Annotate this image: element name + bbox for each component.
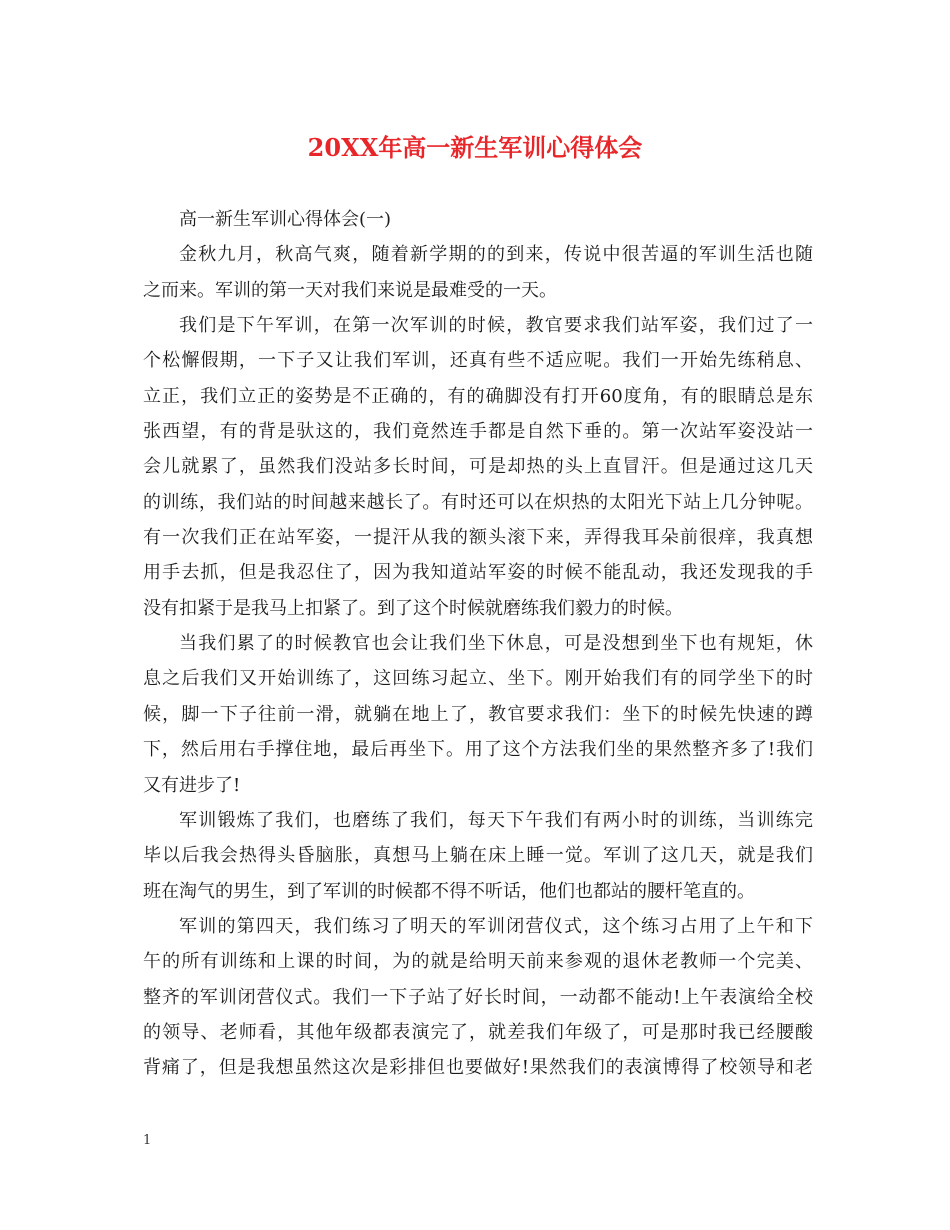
text-line: 高一新生军训心得体会(一) [179, 209, 392, 230]
text-line: 之而来。军训的第一天对我们来说是最难受的一天。 [143, 279, 557, 301]
text-line: 午的所有训练和上课的时间，为的就是给明天前来参观的退休老教师一个完美、 [143, 951, 813, 973]
text-line: 又有进步了! [143, 774, 241, 796]
text-line: 用手去抓，但是我忍住了，因为我知道站军姿的时候不能乱动，我还发现我的手 [143, 562, 813, 584]
text-line: 会儿就累了，虽然我们没站多长时间，可是却热的头上直冒汗。但是通过这几天 [143, 456, 813, 478]
text-line: 张西望，有的背是驮这的，我们竟然连手都是自然下垂的。第一次站军姿没站一 [143, 421, 813, 443]
page-number: 1 [143, 1133, 152, 1148]
text-line: 班在淘气的男生，到了军训的时候都不得不听话，他们也都站的腰杆笔直的。 [143, 880, 755, 902]
text-line: 整齐的军训闭营仪式。我们一下子站了好长时间，一动都不能动!上午表演给全校 [143, 986, 813, 1008]
text-line: 的领导、老师看，其他年级都表演完了，就差我们年级了，可是那时我已经腰酸 [143, 1021, 813, 1043]
text-line: 毕以后我会热得头昏脑胀，真想马上躺在床上睡一觉。军训了这几天，就是我们 [143, 845, 813, 867]
text-line: 金秋九月，秋高气爽，随着新学期的的到来，传说中很苦逼的军训生活也随 [179, 244, 813, 266]
text-line: 立正，我们立正的姿势是不正确的，有的确脚没有打开60度角，有的眼睛总是东 [143, 385, 813, 407]
text-line: 背痛了，但是我想虽然这次是彩排但也要做好!果然我们的表演博得了校领导和老 [143, 1057, 813, 1079]
text-line: 下，然后用右手撑住地，最后再坐下。用了这个方法我们坐的果然整齐多了!我们 [143, 739, 813, 761]
text-line: 当我们累了的时候教官也会让我们坐下休息，可是没想到坐下也有规矩，休 [179, 633, 813, 655]
text-line: 军训锻炼了我们，也磨练了我们，每天下午我们有两小时的训练，当训练完 [179, 809, 813, 831]
text-line: 我们是下午军训，在第一次军训的时候，教官要求我们站军姿，我们过了一 [179, 315, 813, 337]
text-line: 的训练，我们站的时间越来越长了。有时还可以在炽热的太阳光下站上几分钟呢。 [143, 491, 813, 513]
text-line: 军训的第四天，我们练习了明天的军训闭营仪式，这个练习占用了上午和下 [179, 915, 813, 937]
text-line: 没有扣紧于是我马上扣紧了。到了这个时候就磨练我们毅力的时候。 [143, 597, 683, 619]
document-body [143, 202, 813, 1086]
document-title: 20XX年高一新生军训心得体会 [307, 133, 643, 162]
text-line: 息之后我们又开始训练了，这回练习起立、坐下。刚开始我们有的同学坐下的时 [143, 668, 813, 690]
text-line: 个松懈假期，一下子又让我们军训，还真有些不适应呢。我们一开始先练稍息、 [143, 350, 813, 372]
text-line: 候，脚一下子往前一滑，就躺在地上了，教官要求我们：坐下的时候先快速的蹲 [143, 703, 813, 725]
text-line: 有一次我们正在站军姿，一提汗从我的额头滚下来，弄得我耳朵前很痒，我真想 [143, 527, 813, 549]
